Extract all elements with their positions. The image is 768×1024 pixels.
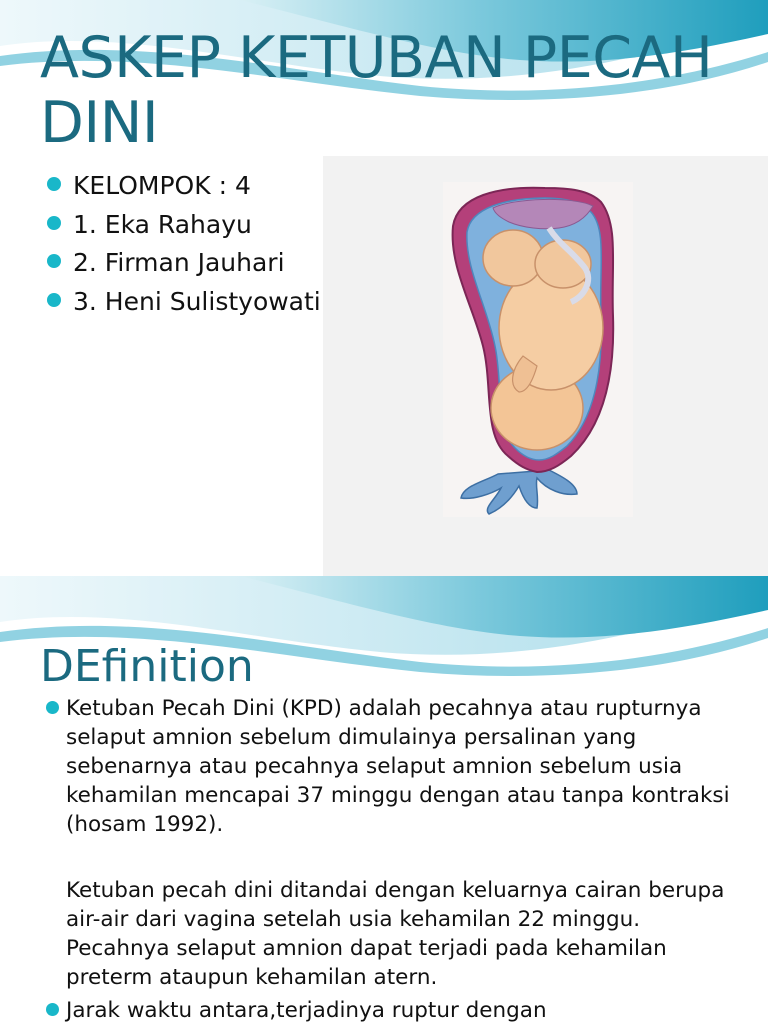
list-item: Jarak waktu antara,terjadinya ruptur dengan bbox=[46, 996, 746, 1024]
slide-title: ASKEP KETUBAN PECAH DINI bbox=[40, 25, 713, 156]
fetus-in-uterus-icon bbox=[323, 156, 768, 576]
illustration-panel bbox=[323, 156, 768, 576]
list-item: Ketuban Pecah Dini (KPD) adalah pecahnya atau rupturnya selaput amnion sebelum dimulainya persalinan yang sebenarnya atau pecahnya selaput amnion sebelum usia kehamilan mencapai 37 minggu dengan atau tanpa kontraksi (hosam 1992). bbox=[46, 694, 746, 839]
definition-list bbox=[46, 996, 746, 1024]
list-item: 3. Heni Sulistyowati bbox=[47, 284, 337, 323]
list-item: 1. Eka Rahayu bbox=[47, 207, 337, 246]
list-item: KELOMPOK : 4 bbox=[47, 168, 337, 207]
bullet-dot-icon bbox=[47, 254, 61, 268]
definition-list bbox=[46, 694, 746, 839]
bullet-dot-icon bbox=[46, 701, 59, 714]
member-list bbox=[47, 168, 337, 322]
bullet-dot-icon bbox=[47, 177, 61, 191]
list-item: 2. Firman Jauhari bbox=[47, 245, 337, 284]
bullet-dot-icon bbox=[47, 216, 61, 230]
slide-title: DEfinition bbox=[40, 641, 254, 692]
paragraph: Ketuban pecah dini ditandai dengan keluarnya cairan berupa air-air dari vagina setelah usia kehamilan 22 minggu. Pecahnya selaput amnion dapat terjadi pada kehamilan preterm ataupun kehamilan atern. bbox=[66, 878, 725, 990]
bullet-dot-icon bbox=[46, 1003, 59, 1016]
bullet-dot-icon bbox=[47, 293, 61, 307]
slide-2 bbox=[0, 576, 768, 1024]
